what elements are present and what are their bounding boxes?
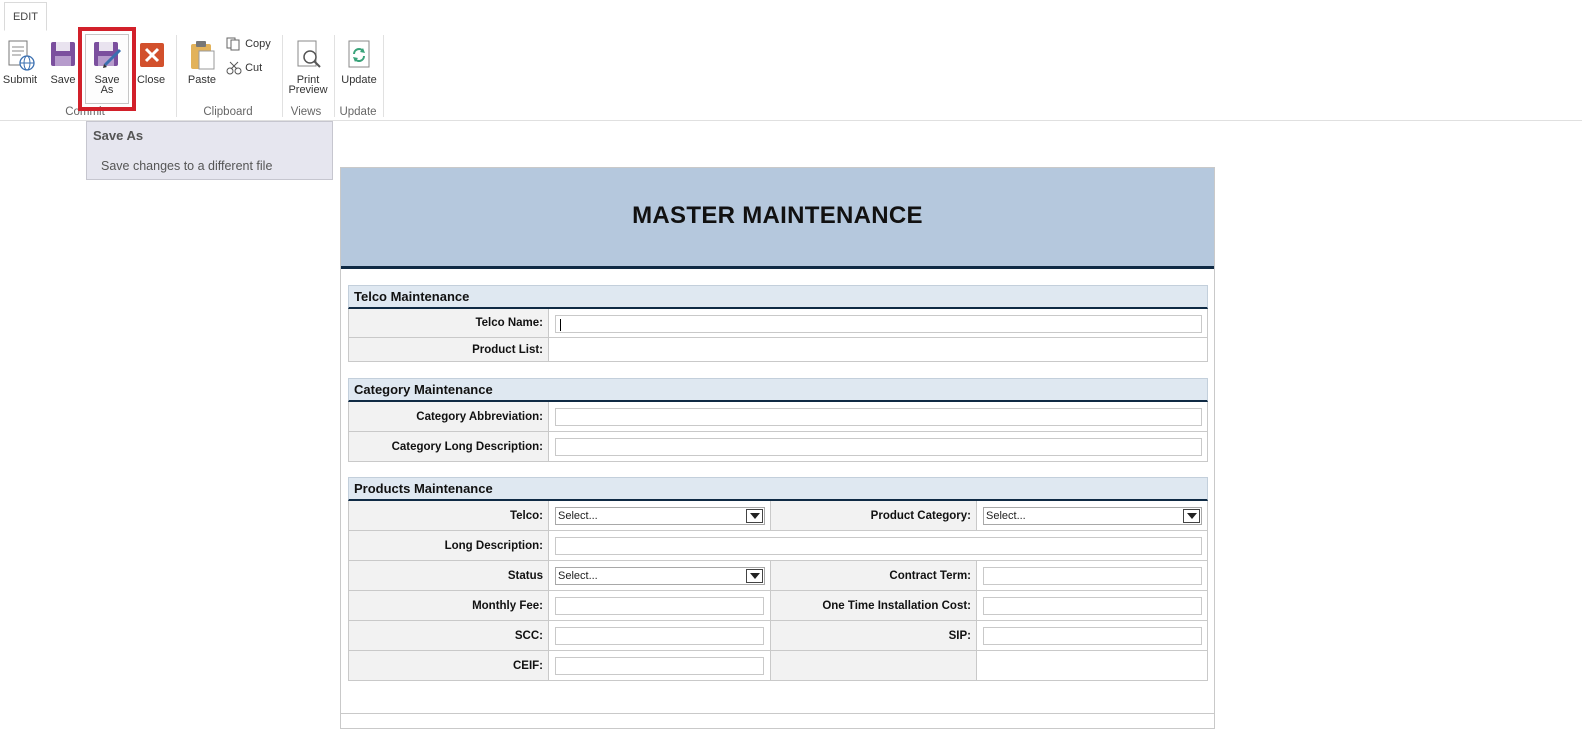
product-list-row	[348, 338, 1208, 362]
contract-term-input[interactable]	[983, 567, 1202, 585]
close-label: Close	[136, 74, 166, 86]
category-abbreviation-input[interactable]	[555, 408, 1202, 426]
close-icon	[136, 39, 166, 71]
chevron-down-icon	[1183, 509, 1200, 523]
ceif-input[interactable]	[555, 657, 764, 675]
print-preview-icon	[293, 39, 323, 71]
product-category-select-value: Select...	[986, 510, 1026, 522]
save-as-highlight	[78, 27, 136, 111]
form-title: MASTER MAINTENANCE	[632, 202, 923, 229]
chevron-down-icon	[746, 569, 763, 583]
contract-term-label: Contract Term:	[771, 561, 977, 590]
scc-label: SCC:	[349, 621, 549, 650]
section-heading: Category Maintenance	[348, 378, 1208, 402]
master-maintenance-form	[340, 167, 1215, 729]
save-as-label-line1: Save	[94, 74, 120, 86]
sip-input[interactable]	[983, 627, 1202, 645]
submit-button[interactable]	[0, 39, 40, 85]
status-select-value: Select...	[558, 570, 598, 582]
save-button[interactable]	[46, 39, 80, 85]
print-preview-button[interactable]	[286, 39, 330, 95]
product-category-select[interactable]	[983, 507, 1202, 525]
ribbon-tab-bar	[0, 0, 1582, 32]
tooltip-title: Save As	[93, 128, 144, 143]
cut-label: Cut	[245, 62, 263, 74]
section-heading: Telco Maintenance	[348, 285, 1208, 309]
product-list-label: Product List:	[349, 338, 549, 361]
category-long-description-row	[348, 432, 1208, 462]
category-long-description-label: Category Long Description:	[349, 432, 549, 461]
update-button[interactable]	[337, 39, 381, 85]
save-as-tooltip	[86, 121, 333, 180]
telco-maintenance-section	[348, 285, 1208, 362]
scc-input[interactable]	[555, 627, 764, 645]
status-contract-term-row	[348, 561, 1208, 591]
print-preview-label-line2: Preview	[288, 84, 328, 96]
monthly-fee-input[interactable]	[555, 597, 764, 615]
telco-name-row	[348, 309, 1208, 338]
telco-name-input[interactable]	[555, 315, 1202, 333]
sip-label: SIP:	[771, 621, 977, 650]
copy-label: Copy	[245, 38, 271, 50]
group-label-commit: Commit	[65, 106, 105, 118]
ceif-label: CEIF:	[349, 651, 549, 680]
save-label: Save	[50, 74, 76, 86]
telco-name-label: Telco Name:	[349, 309, 549, 337]
cut-button[interactable]	[226, 61, 276, 77]
print-preview-label-line1: Print	[296, 74, 320, 86]
form-header	[341, 168, 1214, 269]
tab-edit[interactable]: EDIT	[4, 2, 47, 31]
ribbon	[0, 31, 1582, 121]
one-time-installation-cost-label: One Time Installation Cost:	[771, 591, 977, 620]
category-long-description-input[interactable]	[555, 438, 1202, 456]
long-description-row	[348, 531, 1208, 561]
submit-icon	[3, 39, 37, 71]
ceif-row	[348, 651, 1208, 681]
group-divider	[176, 35, 177, 117]
scc-sip-row	[348, 621, 1208, 651]
scissors-icon	[226, 61, 242, 75]
copy-icon	[226, 37, 242, 51]
long-description-input[interactable]	[555, 537, 1202, 555]
telco-label: Telco:	[349, 501, 549, 530]
close-button[interactable]	[134, 39, 168, 85]
telco-product-category-row	[348, 501, 1208, 531]
paste-button[interactable]	[184, 39, 220, 85]
category-abbreviation-row	[348, 402, 1208, 432]
group-label-update: Update	[339, 106, 377, 118]
category-abbreviation-label: Category Abbreviation:	[349, 402, 549, 431]
update-label: Update	[341, 74, 377, 86]
text-cursor	[560, 319, 561, 331]
status-label: Status	[349, 561, 549, 590]
monthly-fee-label: Monthly Fee:	[349, 591, 549, 620]
status-select[interactable]	[555, 567, 765, 585]
clipboard-icon	[187, 39, 217, 71]
save-as-label-line2: As	[100, 84, 114, 96]
product-category-label: Product Category:	[771, 501, 977, 530]
group-divider	[383, 35, 384, 117]
group-label-views: Views	[290, 106, 322, 118]
group-divider	[282, 35, 283, 117]
tooltip-description: Save changes to a different file	[101, 159, 273, 173]
one-time-installation-cost-input[interactable]	[983, 597, 1202, 615]
paste-label: Paste	[187, 74, 217, 86]
floppy-disk-icon	[48, 39, 78, 71]
monthly-fee-installation-row	[348, 591, 1208, 621]
products-maintenance-section	[348, 477, 1208, 681]
section-heading: Products Maintenance	[348, 477, 1208, 501]
group-label-clipboard: Clipboard	[203, 106, 253, 118]
telco-select[interactable]	[555, 507, 765, 525]
long-description-label: Long Description:	[349, 531, 549, 560]
form-body	[341, 274, 1214, 714]
copy-button[interactable]	[226, 37, 276, 53]
chevron-down-icon	[746, 509, 763, 523]
telco-select-value: Select...	[558, 510, 598, 522]
submit-label: Submit	[2, 74, 38, 86]
category-maintenance-section	[348, 378, 1208, 462]
refresh-icon	[344, 39, 374, 71]
empty-label-cell	[771, 651, 977, 680]
group-divider	[334, 35, 335, 117]
